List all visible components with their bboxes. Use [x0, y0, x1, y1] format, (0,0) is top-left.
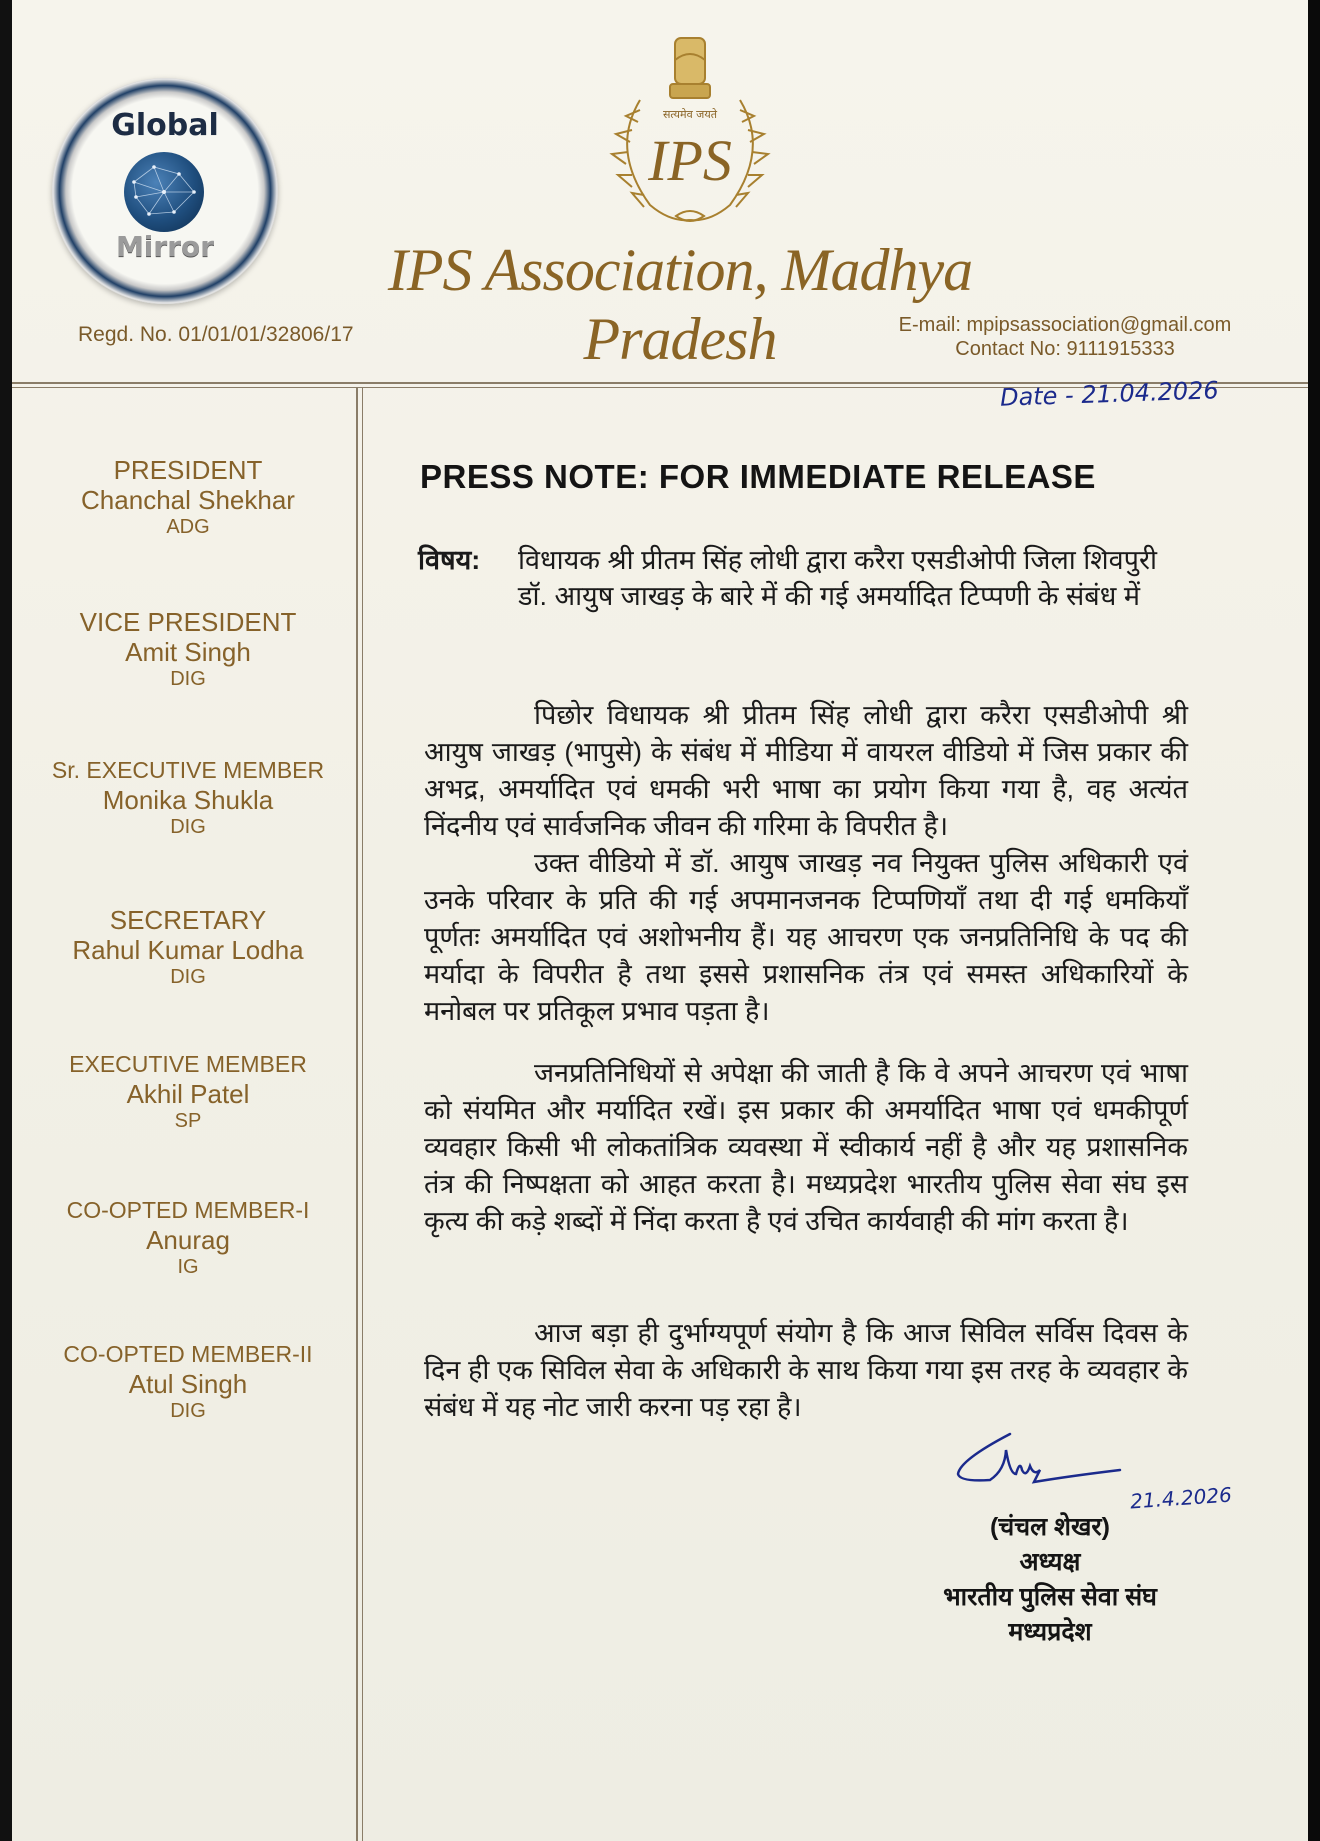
bearer-co-opted-member-2	[20, 1339, 356, 1423]
office-bearers-list	[20, 455, 356, 1423]
signatory-state: मध्यप्रदेश	[1008, 1618, 1092, 1646]
subject-block	[418, 542, 1188, 614]
signature-date: 21.4.2026	[1129, 1482, 1233, 1514]
signatory-block	[900, 1510, 1200, 1650]
paragraph-4: आज बड़ा ही दुर्भाग्यपूर्ण संयोग है कि आज सिविल सर्विस दिवस के दिन ही एक सिविल सेवा के अधिकारी के साथ किया गया इस तरह के व्यवहार के संबंध में यह नोट जारी करना पड़ रहा है।	[424, 1318, 1188, 1422]
signatory-name: (चंचल शेखर)	[990, 1513, 1110, 1541]
bearer-name: Amit Singh	[125, 637, 251, 667]
registration-number: Regd. No. 01/01/01/32806/17	[78, 323, 354, 346]
sidebar-divider	[356, 388, 358, 1841]
signatory-designation: अध्यक्ष	[1019, 1548, 1081, 1576]
bearer-sr-executive-member	[20, 755, 356, 839]
bearer-secretary	[20, 905, 356, 989]
press-note-title: PRESS NOTE: FOR IMMEDIATE RELEASE	[420, 458, 1096, 495]
contact-info	[880, 313, 1250, 361]
bearer-rank: DIG	[170, 966, 206, 988]
bearer-name: Chanchal Shekhar	[81, 485, 295, 515]
bearer-president	[20, 455, 356, 539]
global-mirror-logo	[52, 78, 278, 304]
subject-label: विषय:	[418, 545, 481, 575]
bearer-rank: SP	[174, 1110, 202, 1132]
subject-text: विधायक श्री प्रीतम सिंह लोधी द्वारा करैरा एसडीओपी जिला शिवपुरी डॉ. आयुष जाखड़ के बारे में की गई अमर्यादित टिप्पणी के संबंध में	[518, 545, 1157, 611]
logo-top-text: Global	[111, 108, 219, 143]
email-address: E-mail: mpipsassociation@gmail.com	[898, 314, 1232, 336]
logo-bottom-text: Mirror	[115, 230, 215, 263]
paragraph-3: जनप्रतिनिधियों से अपेक्षा की जाती है कि वे अपने आचरण एवं भाषा को संयमित और मर्यादित रखें। इस प्रकार की अमर्यादित भाषा एवं धमकीपूर्ण व्यवहार किसी भी लोकतांत्रिक व्यवस्था में स्वीकार्य नहीं है और यह प्रशासनिक तंत्र की निष्पक्षता को आहत करता है। मध्यप्रदेश भारतीय पुलिस सेवा संघ इस कृत्य की कड़े शब्दों में निंदा करता है एवं उचित कार्यवाही की मांग करता है।	[424, 1058, 1188, 1236]
handwritten-date: Date - 21.04.2026	[999, 376, 1220, 412]
globe-icon	[124, 152, 204, 232]
bearer-role: SECRETARY	[109, 905, 267, 935]
bearer-name: Akhil Patel	[126, 1079, 250, 1109]
ips-emblem-icon	[580, 30, 800, 240]
bearer-name: Atul Singh	[128, 1369, 248, 1399]
signatory-organization: भारतीय पुलिस सेवा संघ	[943, 1583, 1157, 1611]
bearer-role: VICE PRESIDENT	[79, 607, 297, 637]
bearer-role: PRESIDENT	[113, 455, 263, 485]
bearer-role: CO-OPTED MEMBER-II	[63, 1341, 313, 1367]
bearer-name: Monika Shukla	[102, 785, 274, 815]
photo-edge-left	[0, 0, 12, 1841]
bearer-rank: ADG	[166, 516, 210, 538]
bearer-rank: DIG	[170, 1400, 206, 1422]
sidebar-divider-inner	[362, 388, 363, 1841]
bearer-name: Anurag	[146, 1225, 230, 1255]
photo-edge-right	[1308, 0, 1320, 1841]
bearer-role: EXECUTIVE MEMBER	[69, 1051, 307, 1077]
bearer-name: Rahul Kumar Lodha	[72, 935, 304, 965]
signature-icon	[950, 1430, 1130, 1500]
contact-number: Contact No: 9111915333	[955, 338, 1175, 360]
svg-text:IPS: IPS	[648, 128, 732, 193]
bearer-executive-member	[20, 1049, 356, 1133]
svg-text:सत्यमेव जयते: सत्यमेव जयते	[662, 108, 718, 121]
bearer-co-opted-member-1	[20, 1195, 356, 1279]
paragraph-2: उक्त वीडियो में डॉ. आयुष जाखड़ नव नियुक्त पुलिस अधिकारी एवं उनके परिवार के प्रति की गई अपमानजनक टिप्पणियाँ तथा दी गई धमकियाँ पूर्णतः अमर्यादित एवं अशोभनीय हैं। यह आचरण एक जनप्रतिनिधि के पद की मर्यादा के विपरीत है तथा इससे प्रशासनिक तंत्र एवं समस्त अधिकारियों के मनोबल पर प्रतिकूल प्रभाव पड़ता है।	[424, 848, 1188, 1026]
bearer-rank: DIG	[170, 668, 206, 690]
organization-name: IPS Association, Madhya Pradesh	[387, 237, 973, 372]
bearer-vice-president	[20, 607, 356, 691]
bearer-rank: DIG	[170, 816, 206, 838]
bearer-role: CO-OPTED MEMBER-I	[66, 1197, 310, 1223]
bearer-role: Sr. EXECUTIVE MEMBER	[51, 757, 325, 783]
paragraph-1: पिछोर विधायक श्री प्रीतम सिंह लोधी द्वारा करैरा एसडीओपी श्री आयुष जाखड़ (भापुसे) के संबंध में मीडिया में वायरल वीडियो में जिस प्रकार की अभद्र, अमर्यादित एवं धमकी भरी भाषा का प्रयोग किया गया है, वह अत्यंत निंदनीय एवं सार्वजनिक जीवन की गरिमा के विपरीत है।	[424, 700, 1188, 841]
bearer-rank: IG	[177, 1256, 199, 1278]
